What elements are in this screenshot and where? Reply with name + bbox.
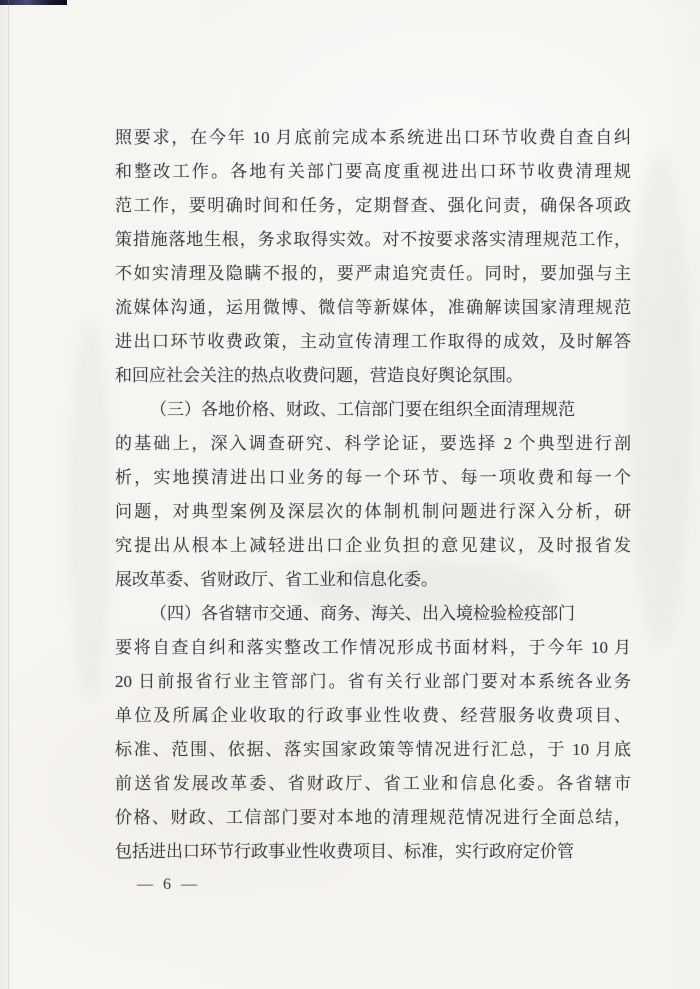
text-line: 单位及所属企业收取的行政事业性收费、经营服务收费项目、	[115, 706, 631, 725]
text-line: 标准、范围、依据、落实国家政策等情况进行汇总，于 10 月底	[115, 740, 631, 759]
text-line: 流媒体沟通，运用微博、微信等新媒体，准确解读国家清理规范	[115, 298, 631, 317]
text-line: 包括进出口环节行政事业性收费项目、标准，实行政府定价管	[115, 842, 574, 861]
text-line: 范工作，要明确时间和任务，定期督查、强化问责，确保各项政	[115, 196, 631, 215]
text-line: 照要求，在今年 10 月底前完成本系统进出口环节收费自查自纠	[115, 128, 631, 147]
text-line: 展改革委、省财政厅、省工业和信息化委。	[115, 570, 438, 589]
text-line-paragraph-start: （三）各地价格、财政、工信部门要在组织全面清理规范	[150, 400, 575, 419]
text-line: 20 日前报省行业主管部门。省有关行业部门要对本系统各业务	[115, 672, 631, 691]
scan-edge-artifact	[0, 0, 67, 5]
bleedthrough-smudge	[70, 320, 110, 700]
text-line: 进出口环节收费政策，主动宣传清理工作取得的成效，及时解答	[115, 332, 631, 351]
text-line: 策措施落地生根，务求取得实效。对不按要求落实清理规范工作，	[115, 230, 631, 249]
text-line: 问题，对典型案例及深层次的体制机制问题进行深入分析，研	[115, 502, 631, 521]
page-number: — 6 —	[137, 876, 200, 893]
text-line: 要将自查自纠和落实整改工作情况形成书面材料，于今年 10 月	[115, 638, 631, 657]
text-line: 的基础上，深入调查研究、科学论证，要选择 2 个典型进行剖	[115, 434, 631, 453]
text-line: 和回应社会关注的热点收费问题，营造良好舆论氛围。	[115, 366, 523, 385]
text-line: 析，实地摸清进出口业务的每一个环节、每一项收费和每一个	[115, 468, 631, 487]
text-line: 价格、财政、工信部门要对本地的清理规范情况进行全面总结，	[115, 808, 631, 827]
text-line-paragraph-start: （四）各省辖市交通、商务、海关、出入境检验检疫部门	[150, 604, 575, 623]
document-body	[115, 121, 631, 869]
text-line: 和整改工作。各地有关部门要高度重视进出口环节收费清理规	[115, 162, 631, 181]
bleedthrough-smudge	[630, 150, 690, 650]
text-line: 究提出从根本上减轻进出口企业负担的意见建议，及时报省发	[115, 536, 631, 555]
text-line: 不如实清理及隐瞒不报的，要严肃追究责任。同时，要加强与主	[115, 264, 631, 283]
scan-crease	[8, 0, 9, 989]
text-line: 前送省发展改革委、省财政厅、省工业和信息化委。各省辖市	[115, 774, 631, 793]
